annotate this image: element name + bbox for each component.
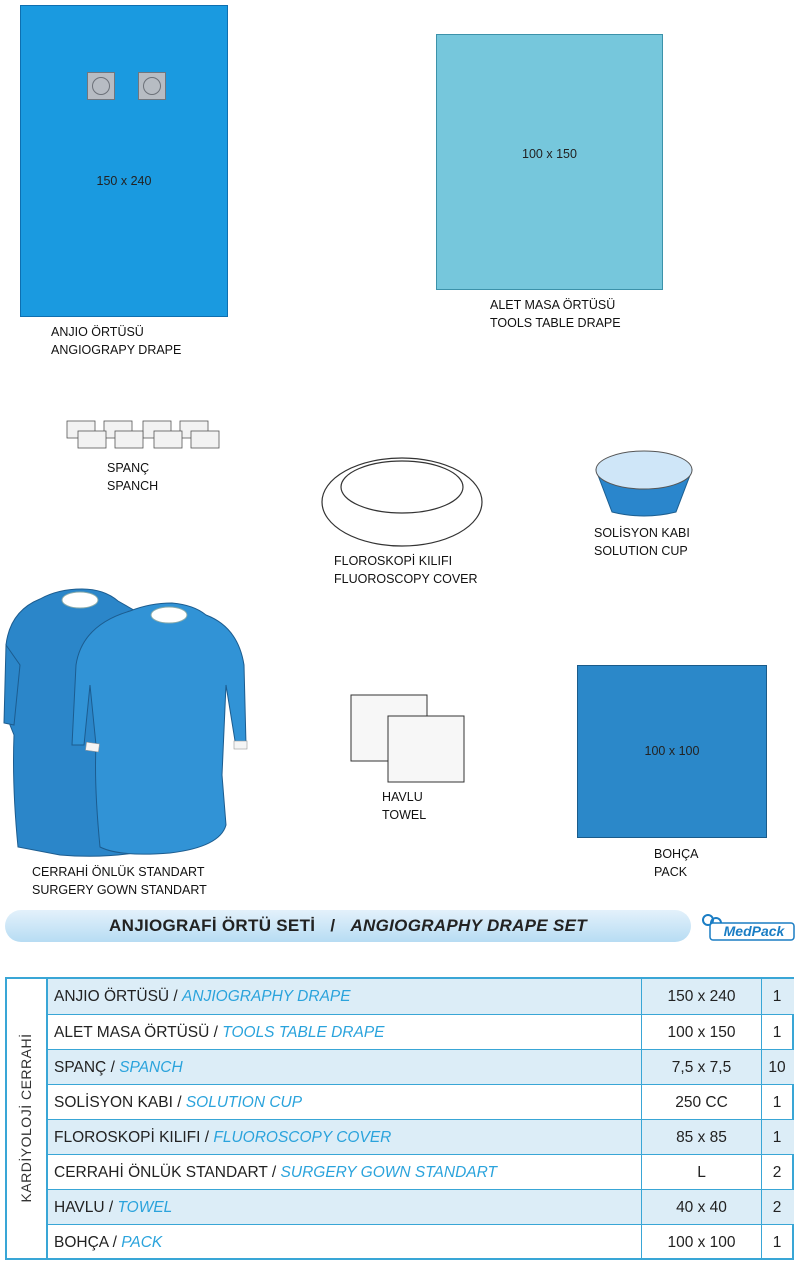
item-name-tr: FLOROSKOPİ KILIFI xyxy=(54,1129,201,1146)
angio-dimension: 150 x 240 xyxy=(96,174,152,188)
medpack-logo xyxy=(700,912,796,942)
item-name-tr: SPANÇ xyxy=(54,1059,107,1076)
item-name-cell xyxy=(48,1155,642,1190)
item-name-en: FLUOROSCOPY COVER xyxy=(213,1129,392,1146)
item-qty-cell: 2 xyxy=(772,1199,782,1216)
item-size-cell: L xyxy=(642,1155,762,1190)
towel-caption-tr: HAVLU xyxy=(382,790,423,804)
angio-caption xyxy=(51,323,181,359)
item-qty-cell: 1 xyxy=(772,1234,782,1251)
item-size-cell: 40 x 40 xyxy=(642,1190,762,1225)
item-size-cell: 100 x 150 xyxy=(642,1015,762,1050)
tools-caption-en: TOOLS TABLE DRAPE xyxy=(490,316,621,330)
set-title xyxy=(5,910,691,942)
item-name-en: TOOLS TABLE DRAPE xyxy=(222,1024,385,1041)
item-name-cell xyxy=(48,1015,642,1050)
item-name-en: SURGERY GOWN STANDART xyxy=(280,1164,497,1181)
fluoroscopy-cover-icon xyxy=(318,455,488,550)
item-size-cell: 250 CC xyxy=(642,1085,762,1120)
table-row xyxy=(48,1154,794,1189)
item-qty-cell: 10 xyxy=(768,1059,786,1076)
pack-caption-tr: BOHÇA xyxy=(654,847,699,861)
item-name-separator: / xyxy=(172,1094,186,1111)
solution-cup-caption-en: SOLUTION CUP xyxy=(594,544,688,558)
angiography-drape-illustration xyxy=(20,5,228,317)
tools-table-drape-illustration xyxy=(436,34,663,290)
item-qty-cell: 1 xyxy=(772,1024,782,1041)
item-qty-cell: 1 xyxy=(772,1129,782,1146)
gown-caption xyxy=(32,863,207,899)
table-row xyxy=(48,1189,794,1224)
pack-caption xyxy=(654,845,698,881)
angio-caption-en: ANGIOGRAPY DRAPE xyxy=(51,343,182,357)
tools-caption xyxy=(490,296,621,332)
item-name-tr: ALET MASA ÖRTÜSÜ xyxy=(54,1024,210,1041)
item-name-en: SOLUTION CUP xyxy=(185,1094,303,1111)
solution-cup-icon xyxy=(592,448,696,520)
item-name-separator: / xyxy=(200,1129,214,1146)
item-name-en: TOWEL xyxy=(117,1199,173,1216)
spanch-icon xyxy=(64,418,224,454)
pack-caption-en: PACK xyxy=(654,865,688,879)
item-name-tr: ANJIO ÖRTÜSÜ xyxy=(54,988,170,1005)
item-name-cell xyxy=(48,1085,642,1120)
item-size-cell: 100 x 100 xyxy=(642,1225,762,1260)
item-name-cell xyxy=(48,1190,642,1225)
table-row xyxy=(48,1084,794,1119)
item-name-cell xyxy=(48,979,642,1014)
table-row xyxy=(48,1049,794,1084)
table-side-label: KARDİYOLOJİ CERRAHİ xyxy=(18,1033,34,1203)
fluoroscopy-caption-en: FLUOROSCOPY COVER xyxy=(334,572,478,586)
spanch-caption-tr: SPANÇ xyxy=(107,461,150,475)
item-size-cell: 7,5 x 7,5 xyxy=(642,1050,762,1085)
table-row xyxy=(48,1224,794,1259)
item-size-cell: 150 x 240 xyxy=(642,979,762,1014)
item-name-separator: / xyxy=(209,1024,223,1041)
item-name-separator: / xyxy=(169,988,183,1005)
table-row xyxy=(48,979,794,1014)
item-name-separator: / xyxy=(267,1164,281,1181)
item-name-en: PACK xyxy=(121,1234,163,1251)
tools-dimension: 100 x 150 xyxy=(522,147,577,161)
item-qty-cell: 2 xyxy=(772,1164,782,1181)
item-name-cell xyxy=(48,1225,642,1260)
fluoroscopy-caption-tr: FLOROSKOPİ KILIFI xyxy=(334,554,453,568)
spanch-caption-en: SPANCH xyxy=(107,479,159,493)
solution-cup-caption xyxy=(594,524,690,560)
angio-caption-tr: ANJIO ÖRTÜSÜ xyxy=(51,325,144,339)
item-name-tr: BOHÇA xyxy=(54,1234,109,1251)
gown-caption-tr: CERRAHİ ÖNLÜK STANDART xyxy=(32,865,205,879)
set-title-en: ANGIOGRAPHY DRAPE SET xyxy=(350,916,587,935)
drape-port-icon xyxy=(87,72,115,100)
spanch-caption xyxy=(107,459,158,495)
item-name-cell xyxy=(48,1050,642,1085)
item-name-tr: SOLİSYON KABI xyxy=(54,1094,173,1111)
fluoroscopy-caption xyxy=(334,552,478,588)
surgery-gown-icon xyxy=(0,585,255,860)
set-title-separator: / xyxy=(330,916,336,935)
pack-dimension: 100 x 100 xyxy=(644,744,700,758)
solution-cup-caption-tr: SOLİSYON KABI xyxy=(594,526,690,540)
item-name-tr: HAVLU xyxy=(54,1199,105,1216)
towel-icon xyxy=(348,692,468,784)
item-name-cell xyxy=(48,1120,642,1155)
item-name-tr: CERRAHİ ÖNLÜK STANDART xyxy=(54,1164,268,1181)
gown-caption-en: SURGERY GOWN STANDART xyxy=(32,883,207,897)
item-qty-cell: 1 xyxy=(772,1094,782,1111)
table-row xyxy=(48,1119,794,1154)
item-name-separator: / xyxy=(106,1059,120,1076)
tools-caption-tr: ALET MASA ÖRTÜSÜ xyxy=(490,298,616,312)
medpack-logo-text: MedPack xyxy=(723,923,785,939)
item-name-en: SPANCH xyxy=(119,1059,183,1076)
towel-caption-en: TOWEL xyxy=(382,808,427,822)
towel-caption xyxy=(382,788,426,824)
drape-port-icon xyxy=(138,72,166,100)
set-title-tr: ANJIOGRAFİ ÖRTÜ SETİ xyxy=(109,916,316,935)
item-name-separator: / xyxy=(104,1199,118,1216)
pack-illustration xyxy=(577,665,767,838)
item-name-en: ANJIOGRAPHY DRAPE xyxy=(182,988,351,1005)
item-size-cell: 85 x 85 xyxy=(642,1120,762,1155)
item-name-separator: / xyxy=(108,1234,122,1251)
item-qty-cell: 1 xyxy=(772,988,782,1005)
table-row xyxy=(48,1014,794,1049)
